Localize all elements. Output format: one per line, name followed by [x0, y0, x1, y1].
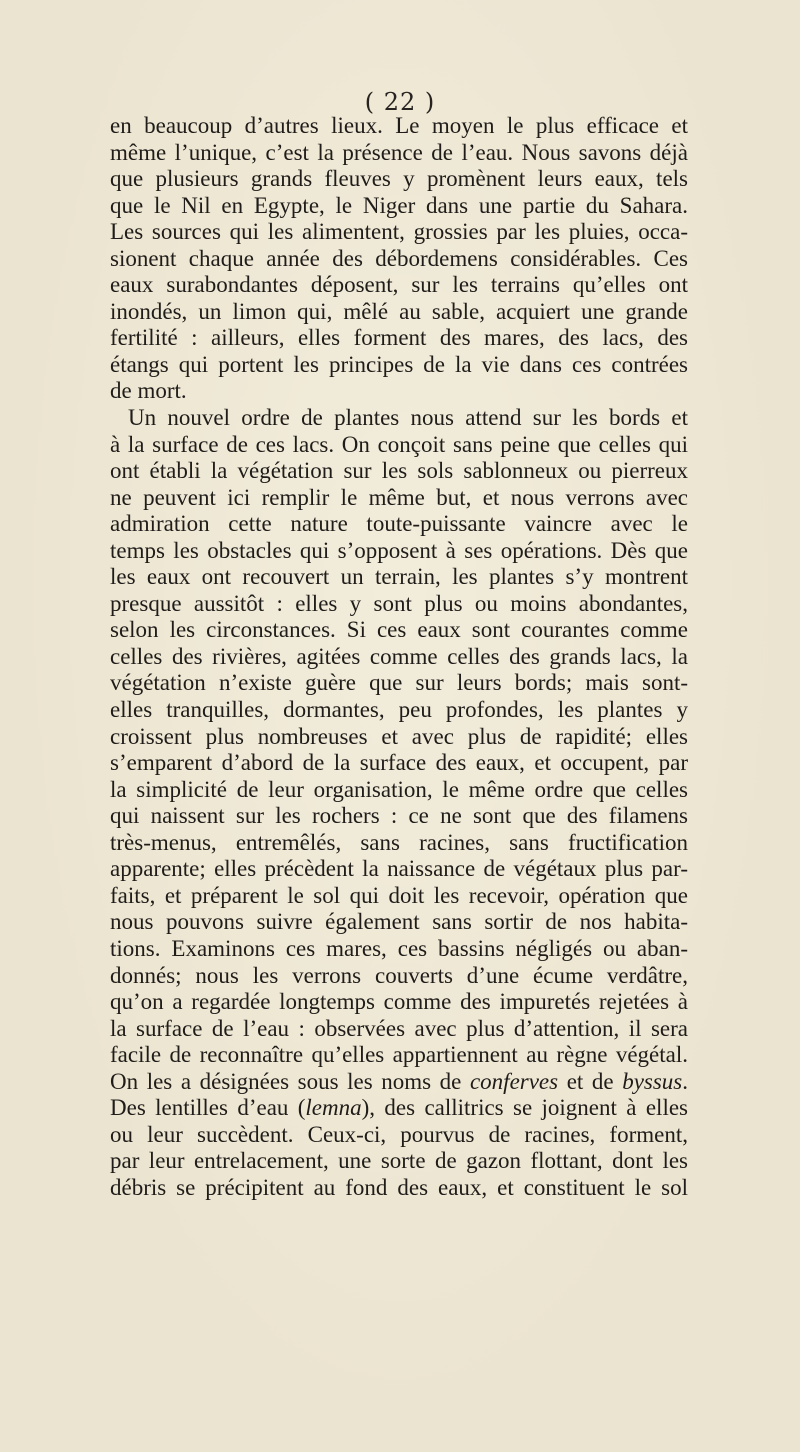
text-line: eaux surabondantes déposent, sur les terrains qu’elles ont	[110, 272, 688, 298]
text-fragment: ), des callitrics se joignent à elles	[361, 1095, 688, 1121]
text-line: selon les circonstances. Si ces eaux sont courantes comme	[110, 617, 688, 643]
body-text	[110, 113, 688, 1201]
text-line: presque aussitôt : elles y sont plus ou moins abondantes,	[110, 590, 688, 616]
text-line: ou leur succèdent. Ceux-ci, pourvus de racines, forment,	[110, 1121, 688, 1147]
text-line: facile de reconnaître qu’elles appartiennent au règne végétal.	[110, 1042, 688, 1068]
text-line: donnés; nous les verrons couverts d’une écume verdâtre,	[110, 962, 688, 988]
text-line: en beaucoup d’autres lieux. Le moyen le plus efficace et	[110, 113, 688, 138]
text-line: admiration cette nature toute-puissante vaincre avec le	[110, 511, 688, 537]
text-fragment: Des lentilles d’eau (	[110, 1095, 306, 1121]
text-line: débris se précipitent au fond des eaux, et constituent le sol	[110, 1174, 688, 1200]
text-line: apparente; elles précèdent la naissance de végétaux plus par-	[110, 856, 688, 882]
text-line: Un nouvel ordre de plantes nous attend sur les bords et	[128, 405, 688, 431]
text-line	[110, 1069, 688, 1096]
text-line: nous pouvons suivre également sans sortir de nos habita-	[110, 909, 688, 935]
text-line: tions. Examinons ces mares, ces bassins négligés ou aban-	[110, 935, 688, 961]
text-line: que plusieurs grands fleuves y promènent leurs eaux, tels	[110, 166, 688, 192]
text-line: même l’unique, c’est la présence de l’eau. Nous savons déjà	[110, 139, 688, 165]
text-line: les eaux ont recouvert un terrain, les plantes s’y montrent	[110, 564, 688, 590]
italic-term: lemna	[305, 1095, 362, 1121]
page-number: ( 22 )	[364, 88, 436, 116]
text-line: sionent chaque année des débordemens considérables. Ces	[110, 245, 688, 271]
text-line: qu’on a regardée longtemps comme des impuretés rejetées à	[110, 989, 688, 1015]
italic-term: conferves	[469, 1068, 559, 1094]
text-line: s’emparent d’abord de la surface des eaux, et occupent, par	[110, 750, 688, 776]
text-line	[110, 1095, 688, 1122]
text-line: faits, et préparent le sol qui doit les recevoir, opération que	[110, 882, 688, 908]
text-fragment: et de	[558, 1068, 623, 1094]
text-fragment: On les a désignées sous les noms de	[110, 1068, 470, 1094]
text-line: ne peuvent ici remplir le même but, et nous verrons avec	[110, 484, 688, 510]
text-line: ont établi la végétation sur les sols sablonneux ou pierreux	[110, 458, 688, 484]
text-line: que le Nil en Egypte, le Niger dans une partie du Sahara.	[110, 192, 688, 218]
text-line: Les sources qui les alimentent, grossies par les pluies, occa-	[110, 219, 688, 245]
italic-term: byssus	[622, 1068, 683, 1094]
text-fragment: .	[682, 1068, 688, 1094]
text-line: la surface de l’eau : observées avec plus d’attention, il sera	[110, 1015, 688, 1041]
text-line: temps les obstacles qui s’opposent à ses opérations. Dès que	[110, 537, 688, 563]
text-line: inondés, un limon qui, mêlé au sable, acquiert une grande	[110, 298, 688, 324]
text-line: elles tranquilles, dormantes, peu profondes, les plantes y	[110, 697, 688, 723]
text-line: croissent plus nombreuses et avec plus de rapidité; elles	[110, 723, 688, 749]
text-line: de mort.	[110, 378, 187, 404]
text-line: végétation n’existe guère que sur leurs bords; mais sont-	[110, 670, 688, 696]
text-line: par leur entrelacement, une sorte de gazon flottant, dont les	[110, 1148, 688, 1174]
text-line: la simplicité de leur organisation, le même ordre que celles	[110, 776, 688, 802]
text-line: très-menus, entremêlés, sans racines, sans fructification	[110, 829, 688, 855]
text-line: qui naissent sur les rochers : ce ne sont que des filamens	[110, 803, 688, 829]
text-line: étangs qui portent les principes de la vie dans ces contrées	[110, 351, 688, 377]
text-line: celles des rivières, agitées comme celles des grands lacs, la	[110, 643, 688, 669]
text-line: à la surface de ces lacs. On conçoit sans peine que celles qui	[110, 431, 688, 457]
text-line: fertilité : ailleurs, elles forment des mares, des lacs, des	[110, 325, 688, 351]
